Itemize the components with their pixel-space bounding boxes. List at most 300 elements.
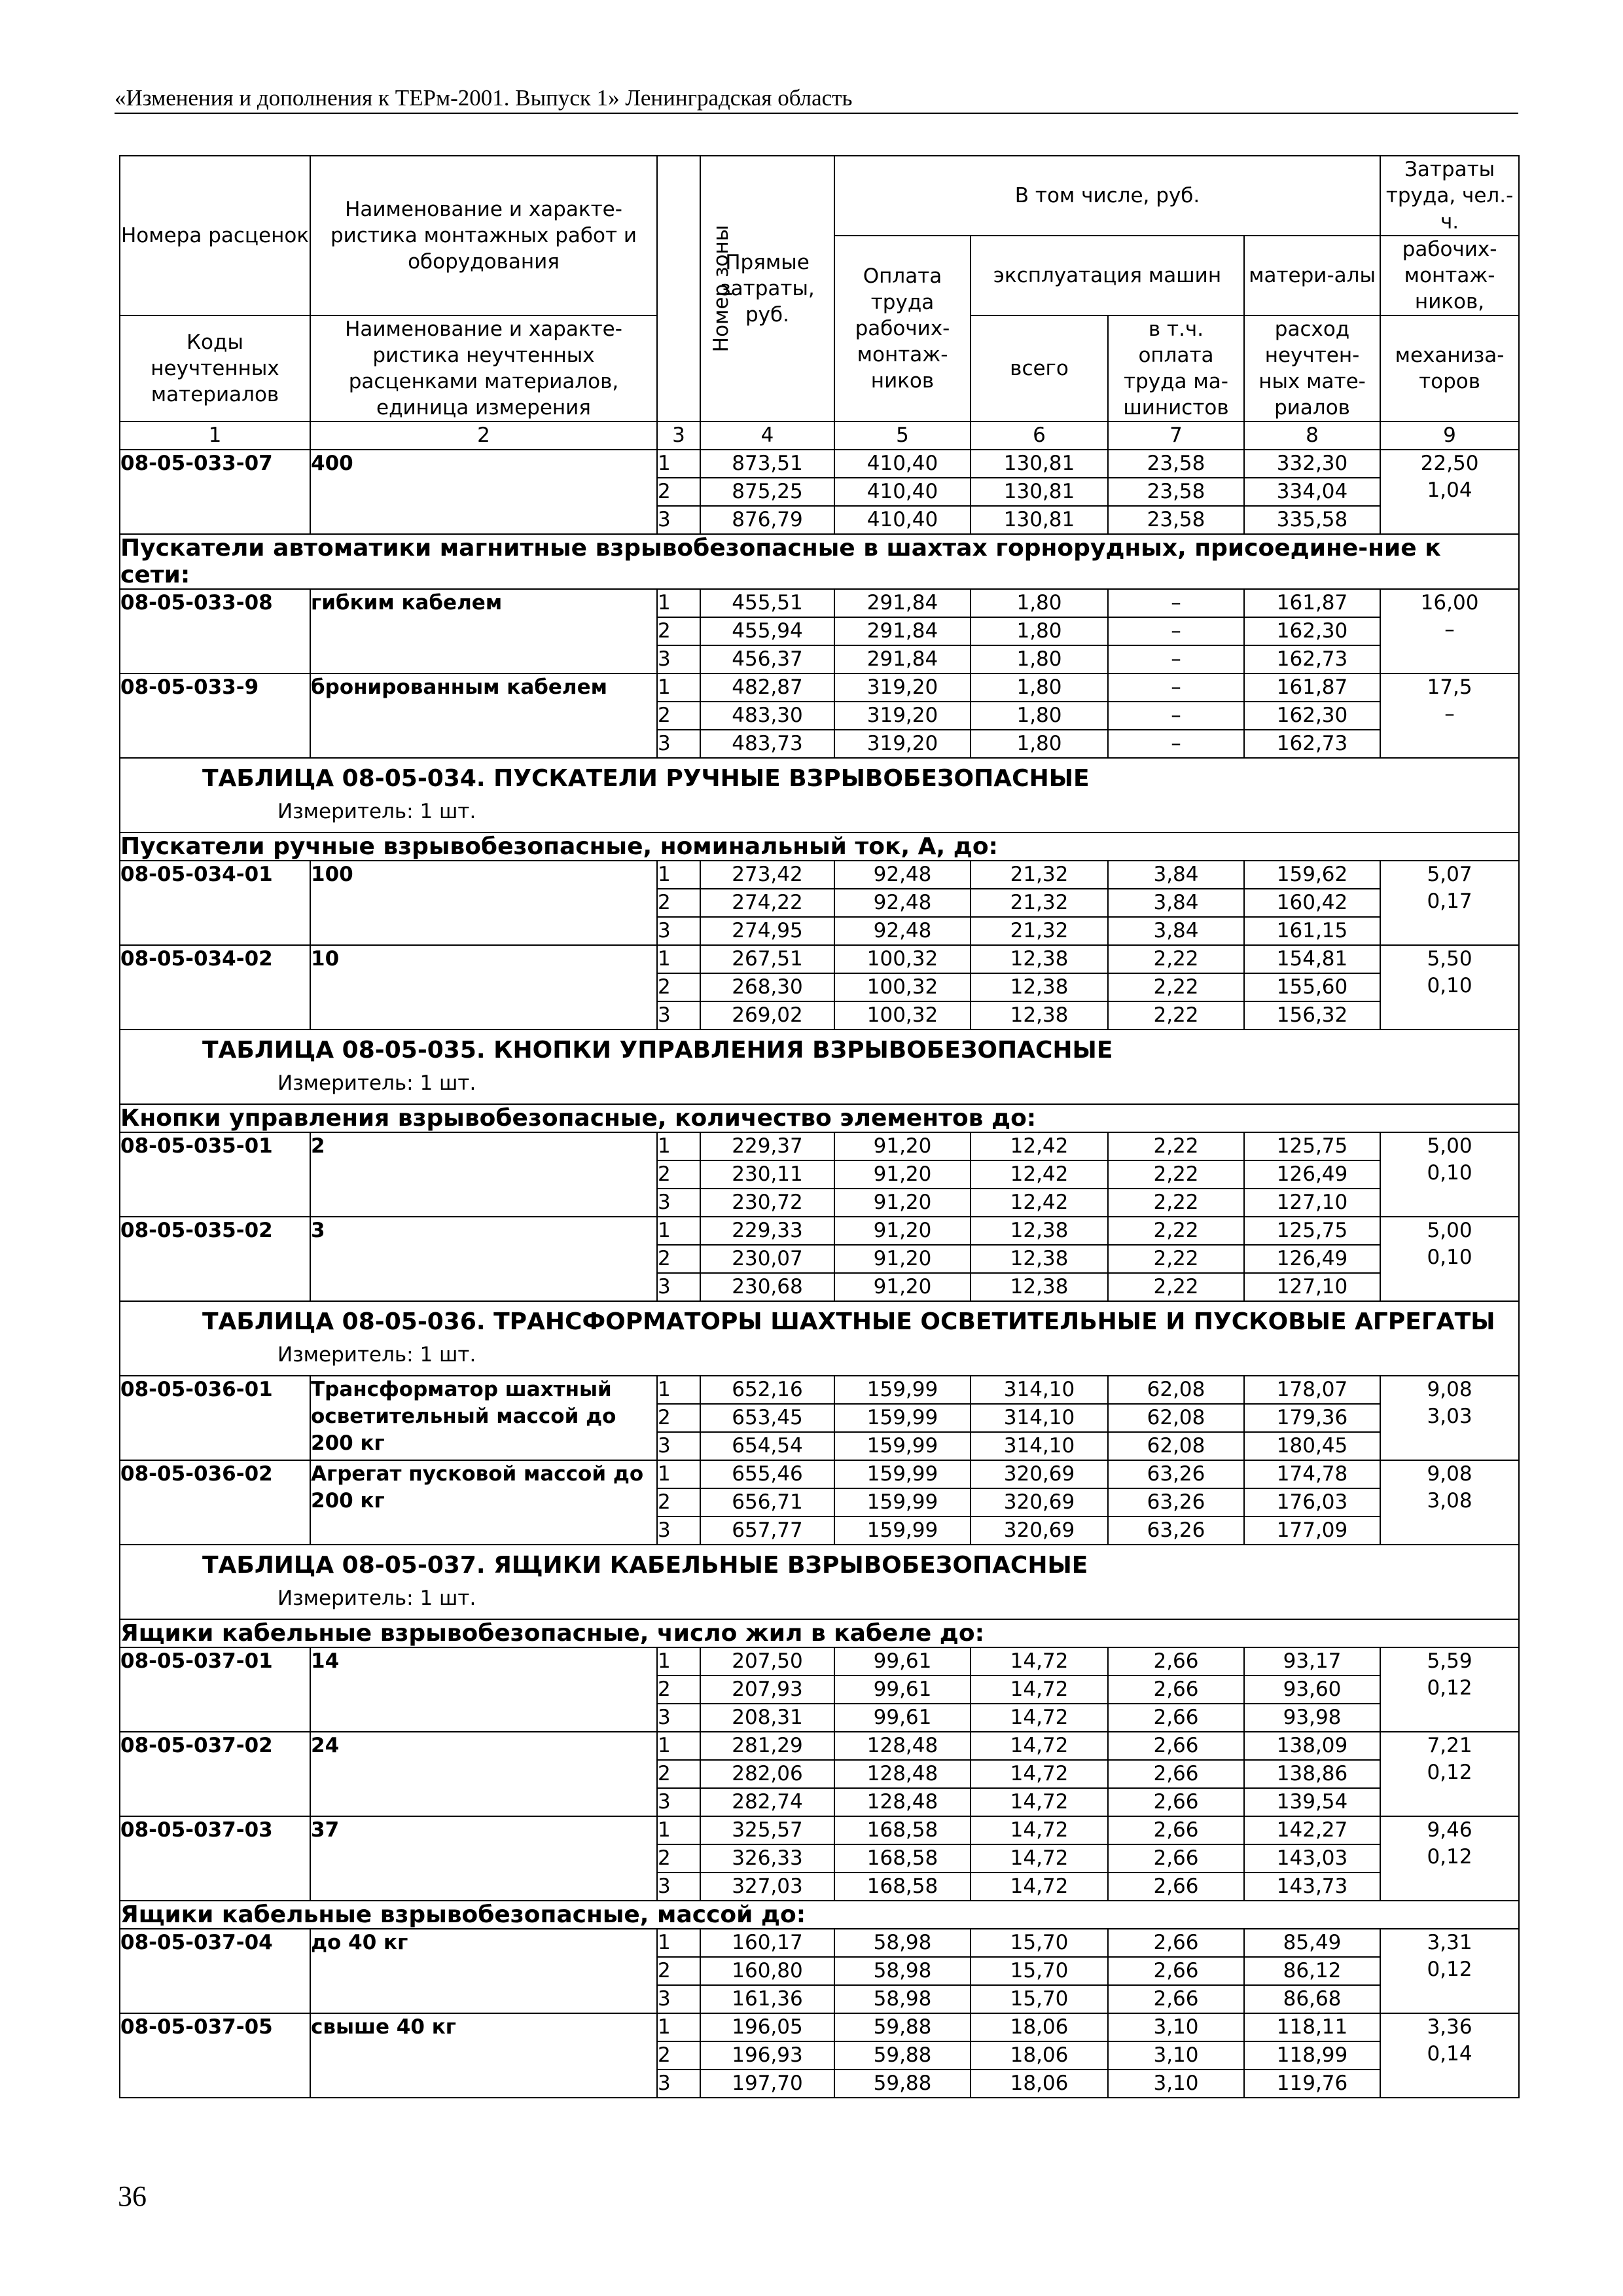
cost-value: 130,81	[971, 506, 1108, 534]
labor-operators: –	[1444, 618, 1455, 641]
cost-value: 91,20	[834, 1217, 971, 1245]
cost-value: 14,72	[971, 1732, 1108, 1760]
zone-number: 1	[657, 861, 700, 889]
table-title-row	[120, 758, 1519, 833]
rate-code: 08-05-035-01	[120, 1132, 310, 1217]
zone-number: 1	[657, 2013, 700, 2041]
cost-value: 23,58	[1108, 506, 1244, 534]
cost-value: 14,72	[971, 1873, 1108, 1901]
zone-number: 3	[657, 1788, 700, 1816]
cost-value: 319,20	[834, 730, 971, 758]
zone-number: 1	[657, 1732, 700, 1760]
cost-value: 138,86	[1244, 1760, 1380, 1788]
labor-workers: 5,07	[1427, 863, 1472, 886]
cost-value: 267,51	[700, 945, 834, 973]
cost-value: 2,22	[1108, 1132, 1244, 1160]
cost-value: 91,20	[834, 1160, 971, 1189]
cost-value: 14,72	[971, 1788, 1108, 1816]
table-title: ТАБЛИЦА 08-05-036. ТРАНСФОРМАТОРЫ ШАХТНЫЕ ОСВЕТИТЕЛЬНЫЕ И ПУСКОВЫЕ АГРЕГАТЫ	[202, 1308, 1495, 1335]
cost-value: 2,66	[1108, 1816, 1244, 1844]
cost-value: 91,20	[834, 1245, 971, 1273]
cost-value: 59,88	[834, 2013, 971, 2041]
cost-value: 230,72	[700, 1189, 834, 1217]
cost-value: 58,98	[834, 1957, 971, 1985]
rate-code: 08-05-034-02	[120, 945, 310, 1030]
table-header	[120, 156, 1519, 450]
cost-value: 12,38	[971, 945, 1108, 973]
rate-name: до 40 кг	[310, 1929, 657, 2013]
cost-value: 93,17	[1244, 1647, 1380, 1676]
labor-cost	[1380, 673, 1519, 758]
cost-value: 14,72	[971, 1844, 1108, 1873]
table-row	[120, 673, 1519, 702]
cost-value: 282,06	[700, 1760, 834, 1788]
rate-code: 08-05-037-04	[120, 1929, 310, 2013]
labor-workers: 3,31	[1427, 1931, 1472, 1954]
cost-value: 168,58	[834, 1873, 971, 1901]
measure-unit: Измеритель: 1 шт.	[277, 1071, 476, 1095]
cost-value: 161,87	[1244, 673, 1380, 702]
cost-value: 62,08	[1108, 1376, 1244, 1404]
page-number: 36	[118, 2180, 147, 2212]
cost-value: 125,75	[1244, 1217, 1380, 1245]
cost-value: 18,06	[971, 2013, 1108, 2041]
labor-workers: 5,00	[1427, 1134, 1472, 1158]
labor-workers: 9,46	[1427, 1818, 1472, 1842]
cost-value: 128,48	[834, 1732, 971, 1760]
table-title-cell	[120, 1030, 1519, 1104]
labor-workers: 3,36	[1427, 2015, 1472, 2039]
cost-value: 130,81	[971, 450, 1108, 478]
section-row	[120, 833, 1519, 861]
cost-value: 99,61	[834, 1704, 971, 1732]
cost-value: 91,20	[834, 1273, 971, 1301]
cost-value: 483,30	[700, 702, 834, 730]
labor-workers: 9,08	[1427, 1378, 1472, 1401]
cost-value: 3,10	[1108, 2070, 1244, 2098]
cost-value: 2,66	[1108, 1957, 1244, 1985]
table-title: ТАБЛИЦА 08-05-035. КНОПКИ УПРАВЛЕНИЯ ВЗРЫВОБЕЗОПАСНЫЕ	[202, 1037, 1113, 1064]
cost-value: 327,03	[700, 1873, 834, 1901]
labor-workers: 16,00	[1420, 591, 1479, 615]
section-heading: Пускатели автоматики магнитные взрывобезопасные в шахтах горнорудных, присоедине-ние к сети:	[120, 534, 1519, 589]
cost-value: 126,49	[1244, 1160, 1380, 1189]
cost-value: 314,10	[971, 1404, 1108, 1432]
cost-value: 320,69	[971, 1460, 1108, 1488]
table-row	[120, 1647, 1519, 1676]
section-row	[120, 1901, 1519, 1929]
cost-value: 1,80	[971, 673, 1108, 702]
cost-value: 273,42	[700, 861, 834, 889]
measure-unit: Измеритель: 1 шт.	[277, 800, 476, 823]
cost-value: 2,66	[1108, 1760, 1244, 1788]
rate-name: 37	[310, 1816, 657, 1901]
cost-value: 156,32	[1244, 1001, 1380, 1030]
col7-header: в т.ч. оплата труда ма-шинистов	[1108, 315, 1244, 422]
cost-value: 128,48	[834, 1760, 971, 1788]
cost-value: –	[1108, 730, 1244, 758]
cost-value: 2,66	[1108, 1732, 1244, 1760]
cost-value: 314,10	[971, 1376, 1108, 1404]
cost-value: 100,32	[834, 945, 971, 973]
rate-name: 24	[310, 1732, 657, 1816]
cost-value: –	[1108, 617, 1244, 645]
cost-value: 410,40	[834, 506, 971, 534]
labor-operators: 3,03	[1427, 1405, 1472, 1428]
machines-header: эксплуатация машин	[971, 236, 1244, 315]
cost-value: 160,80	[700, 1957, 834, 1985]
cost-value: 180,45	[1244, 1432, 1380, 1460]
col1-top-header: Номера расценок	[120, 156, 310, 315]
cost-value: 455,94	[700, 617, 834, 645]
measure-unit: Измеритель: 1 шт.	[277, 1587, 476, 1610]
zone-number: 3	[657, 645, 700, 673]
col9-header-a: Затраты труда, чел.-ч.	[1380, 156, 1519, 236]
cost-value: 274,22	[700, 889, 834, 917]
rate-name: 10	[310, 945, 657, 1030]
cost-value: –	[1108, 645, 1244, 673]
cost-value: 125,75	[1244, 1132, 1380, 1160]
rate-name: 400	[310, 450, 657, 534]
cost-value: 159,99	[834, 1432, 971, 1460]
cost-value: 1,80	[971, 730, 1108, 758]
cost-value: 230,11	[700, 1160, 834, 1189]
rate-name: свыше 40 кг	[310, 2013, 657, 2098]
cost-value: 2,66	[1108, 1647, 1244, 1676]
section-row	[120, 1619, 1519, 1647]
cost-value: 18,06	[971, 2070, 1108, 2098]
cost-value: 291,84	[834, 645, 971, 673]
cost-value: 282,74	[700, 1788, 834, 1816]
table-title-cell	[120, 1301, 1519, 1376]
table-row	[120, 1732, 1519, 1760]
zone-number: 3	[657, 1985, 700, 2013]
labor-cost	[1380, 589, 1519, 673]
cost-value: 12,38	[971, 1001, 1108, 1030]
zone-number: 1	[657, 1132, 700, 1160]
cost-value: 12,42	[971, 1160, 1108, 1189]
zone-number: 2	[657, 1957, 700, 1985]
cost-value: 143,03	[1244, 1844, 1380, 1873]
cost-value: 160,42	[1244, 889, 1380, 917]
cost-value: 159,99	[834, 1516, 971, 1545]
zone-number: 1	[657, 1376, 700, 1404]
cost-value: 653,45	[700, 1404, 834, 1432]
cost-value: 177,09	[1244, 1516, 1380, 1545]
table-row	[120, 2013, 1519, 2041]
cost-value: –	[1108, 673, 1244, 702]
labor-workers: 5,50	[1427, 947, 1472, 971]
cost-value: 268,30	[700, 973, 834, 1001]
cost-value: 876,79	[700, 506, 834, 534]
labor-workers: 22,50	[1420, 452, 1479, 475]
cost-value: 14,72	[971, 1760, 1108, 1788]
cost-value: 334,04	[1244, 478, 1380, 506]
price-table	[119, 155, 1520, 2098]
cost-value: 59,88	[834, 2070, 971, 2098]
col5-header: Оплата труда рабочих-монтаж-ников	[834, 236, 971, 422]
cost-value: 154,81	[1244, 945, 1380, 973]
cost-value: 161,87	[1244, 589, 1380, 617]
cost-value: 155,60	[1244, 973, 1380, 1001]
cost-value: 14,72	[971, 1647, 1108, 1676]
zone-number: 1	[657, 1929, 700, 1957]
cost-value: 456,37	[700, 645, 834, 673]
group-header: В том числе, руб.	[834, 156, 1380, 236]
labor-cost	[1380, 2013, 1519, 2098]
cost-value: 86,68	[1244, 1985, 1380, 2013]
col9-header-b: рабочих-монтаж-ников,	[1380, 236, 1519, 315]
cost-value: 143,73	[1244, 1873, 1380, 1901]
rate-code: 08-05-033-08	[120, 589, 310, 673]
cost-value: 229,33	[700, 1217, 834, 1245]
cost-value: 320,69	[971, 1516, 1108, 1545]
cost-value: 168,58	[834, 1816, 971, 1844]
labor-workers: 9,08	[1427, 1462, 1472, 1486]
cost-value: 3,84	[1108, 889, 1244, 917]
zone-number: 1	[657, 450, 700, 478]
cost-value: 455,51	[700, 589, 834, 617]
cost-value: 196,05	[700, 2013, 834, 2041]
zone-number: 2	[657, 1676, 700, 1704]
table-row	[120, 1217, 1519, 1245]
labor-workers: 7,21	[1427, 1734, 1472, 1757]
cost-value: 2,22	[1108, 945, 1244, 973]
cost-value: 1,80	[971, 645, 1108, 673]
cost-value: 12,42	[971, 1189, 1108, 1217]
rate-code: 08-05-036-01	[120, 1376, 310, 1460]
cost-value: 2,66	[1108, 1844, 1244, 1873]
table-body	[120, 450, 1519, 2098]
cost-value: 176,03	[1244, 1488, 1380, 1516]
cost-value: 119,76	[1244, 2070, 1380, 2098]
table-row	[120, 945, 1519, 973]
cost-value: 12,42	[971, 1132, 1108, 1160]
zone-number: 1	[657, 1816, 700, 1844]
table-row	[120, 450, 1519, 478]
cost-value: 160,17	[700, 1929, 834, 1957]
col2-bottom-header: Наименование и характе-ристика неучтенных расценками материалов, единица измерения	[310, 315, 657, 422]
cost-value: 326,33	[700, 1844, 834, 1873]
cost-value: 2,66	[1108, 1873, 1244, 1901]
labor-operators: 0,12	[1427, 1845, 1472, 1869]
cost-value: 320,69	[971, 1488, 1108, 1516]
cost-value: 159,99	[834, 1404, 971, 1432]
cost-value: 162,30	[1244, 617, 1380, 645]
zone-number: 3	[657, 730, 700, 758]
cost-value: 161,15	[1244, 917, 1380, 945]
table-row	[120, 861, 1519, 889]
cost-value: 12,38	[971, 1245, 1108, 1273]
labor-cost	[1380, 1460, 1519, 1545]
labor-cost	[1380, 1929, 1519, 2013]
labor-cost	[1380, 450, 1519, 534]
zone-number: 2	[657, 973, 700, 1001]
labor-cost	[1380, 1217, 1519, 1301]
cost-value: 229,37	[700, 1132, 834, 1160]
col6-header: всего	[971, 315, 1108, 422]
labor-operators: 0,12	[1427, 1958, 1472, 1981]
cost-value: 168,58	[834, 1844, 971, 1873]
table-title-cell	[120, 1545, 1519, 1619]
cost-value: 91,20	[834, 1189, 971, 1217]
rate-name: гибким кабелем	[310, 589, 657, 673]
cost-value: 12,38	[971, 973, 1108, 1001]
cost-value: 652,16	[700, 1376, 834, 1404]
cost-value: 2,22	[1108, 1217, 1244, 1245]
zone-number: 2	[657, 1760, 700, 1788]
table-row	[120, 1460, 1519, 1488]
rate-code: 08-05-037-02	[120, 1732, 310, 1816]
cost-value: 85,49	[1244, 1929, 1380, 1957]
cost-value: 1,80	[971, 617, 1108, 645]
zone-number: 1	[657, 1217, 700, 1245]
zone-number: 2	[657, 2041, 700, 2070]
labor-operators: 0,10	[1427, 1161, 1472, 1185]
cost-value: 656,71	[700, 1488, 834, 1516]
cost-value: 179,36	[1244, 1404, 1380, 1432]
zone-number: 3	[657, 1001, 700, 1030]
cost-value: 230,07	[700, 1245, 834, 1273]
zone-number: 2	[657, 1404, 700, 1432]
cost-value: 196,93	[700, 2041, 834, 2070]
cost-value: 127,10	[1244, 1273, 1380, 1301]
zone-number: 1	[657, 945, 700, 973]
zone-number: 2	[657, 702, 700, 730]
zone-number: 3	[657, 1704, 700, 1732]
zone-number: 2	[657, 617, 700, 645]
labor-operators: 0,10	[1427, 974, 1472, 997]
cost-value: 63,26	[1108, 1516, 1244, 1545]
zone-number: 3	[657, 2070, 700, 2098]
cost-value: 873,51	[700, 450, 834, 478]
cost-value: 86,12	[1244, 1957, 1380, 1985]
zone-number: 2	[657, 1844, 700, 1873]
section-row	[120, 534, 1519, 589]
cost-value: 12,38	[971, 1217, 1108, 1245]
section-heading: Ящики кабельные взрывобезопасные, число жил в кабеле до:	[120, 1619, 1519, 1647]
cost-value: 410,40	[834, 478, 971, 506]
labor-operators: 0,17	[1427, 889, 1472, 913]
cost-value: 3,10	[1108, 2041, 1244, 2070]
rate-code: 08-05-034-01	[120, 861, 310, 945]
cost-value: 2,66	[1108, 1704, 1244, 1732]
cost-value: 2,66	[1108, 1788, 1244, 1816]
cost-value: 63,26	[1108, 1488, 1244, 1516]
rate-code: 08-05-033-07	[120, 450, 310, 534]
rate-code: 08-05-033-9	[120, 673, 310, 758]
zone-number: 2	[657, 889, 700, 917]
cost-value: 92,48	[834, 889, 971, 917]
cost-value: 281,29	[700, 1732, 834, 1760]
cost-value: 483,73	[700, 730, 834, 758]
zone-number: 1	[657, 589, 700, 617]
cost-value: 127,10	[1244, 1189, 1380, 1217]
rate-name: Агрегат пусковой массой до 200 кг	[310, 1460, 657, 1545]
table-row	[120, 1376, 1519, 1404]
cost-value: 92,48	[834, 861, 971, 889]
cost-value: 14,72	[971, 1704, 1108, 1732]
cost-value: 62,08	[1108, 1404, 1244, 1432]
cost-value: 159,99	[834, 1376, 971, 1404]
cost-value: 58,98	[834, 1929, 971, 1957]
cost-value: 3,84	[1108, 917, 1244, 945]
cost-value: 21,32	[971, 917, 1108, 945]
cost-value: 15,70	[971, 1985, 1108, 2013]
col1-bottom-header: Коды неучтенных материалов	[120, 315, 310, 422]
cost-value: 14,72	[971, 1816, 1108, 1844]
cost-value: 162,73	[1244, 730, 1380, 758]
cost-value: 159,62	[1244, 861, 1380, 889]
cost-value: 21,32	[971, 861, 1108, 889]
cost-value: 159,99	[834, 1488, 971, 1516]
labor-operators: 0,14	[1427, 2042, 1472, 2066]
cost-value: 126,49	[1244, 1245, 1380, 1273]
labor-workers: 5,59	[1427, 1649, 1472, 1673]
cost-value: 162,73	[1244, 645, 1380, 673]
labor-cost	[1380, 1647, 1519, 1732]
cost-value: 118,11	[1244, 2013, 1380, 2041]
cost-value: 2,22	[1108, 1160, 1244, 1189]
labor-operators: 1,04	[1427, 478, 1472, 502]
cost-value: 2,22	[1108, 1001, 1244, 1030]
cost-value: 3,10	[1108, 2013, 1244, 2041]
cost-value: 58,98	[834, 1985, 971, 2013]
cost-value: 2,66	[1108, 1985, 1244, 2013]
cost-value: 130,81	[971, 478, 1108, 506]
cost-value: 100,32	[834, 1001, 971, 1030]
cost-value: 139,54	[1244, 1788, 1380, 1816]
zone-number: 1	[657, 673, 700, 702]
rate-name: Трансформатор шахтный осветительный массой до 200 кг	[310, 1376, 657, 1460]
cost-value: 314,10	[971, 1432, 1108, 1460]
cost-value: –	[1108, 702, 1244, 730]
labor-cost	[1380, 1132, 1519, 1217]
section-row	[120, 1104, 1519, 1132]
table-row	[120, 1816, 1519, 1844]
col8-bottom-header: расход неучтен-ных мате-риалов	[1244, 315, 1380, 422]
labor-operators: 0,12	[1427, 1761, 1472, 1784]
cost-value: –	[1108, 589, 1244, 617]
labor-cost	[1380, 945, 1519, 1030]
cost-value: 15,70	[971, 1957, 1108, 1985]
cost-value: 14,72	[971, 1676, 1108, 1704]
cost-value: 197,70	[700, 2070, 834, 2098]
labor-cost	[1380, 861, 1519, 945]
cost-value: 332,30	[1244, 450, 1380, 478]
labor-operators: 3,08	[1427, 1489, 1472, 1513]
cost-value: 12,38	[971, 1273, 1108, 1301]
cost-value: 657,77	[700, 1516, 834, 1545]
cost-value: 230,68	[700, 1273, 834, 1301]
zone-number: 2	[657, 478, 700, 506]
cost-value: 15,70	[971, 1929, 1108, 1957]
table-title: ТАБЛИЦА 08-05-034. ПУСКАТЕЛИ РУЧНЫЕ ВЗРЫВОБЕЗОПАСНЫЕ	[202, 765, 1090, 792]
table-title-cell	[120, 758, 1519, 833]
rate-code: 08-05-037-05	[120, 2013, 310, 2098]
labor-operators: 0,12	[1427, 1676, 1472, 1700]
zone-number: 3	[657, 1189, 700, 1217]
cost-value: 18,06	[971, 2041, 1108, 2070]
labor-cost	[1380, 1376, 1519, 1460]
cost-value: 1,80	[971, 589, 1108, 617]
section-heading: Пускатели ручные взрывобезопасные, номинальный ток, А, до:	[120, 833, 1519, 861]
zone-number: 3	[657, 506, 700, 534]
running-header: «Изменения и дополнения к ТЕРм-2001. Выпуск 1» Ленинградская область	[115, 84, 1518, 114]
section-heading: Ящики кабельные взрывобезопасные, массой до:	[120, 1901, 1519, 1929]
zone-number: 2	[657, 1160, 700, 1189]
table-row	[120, 589, 1519, 617]
